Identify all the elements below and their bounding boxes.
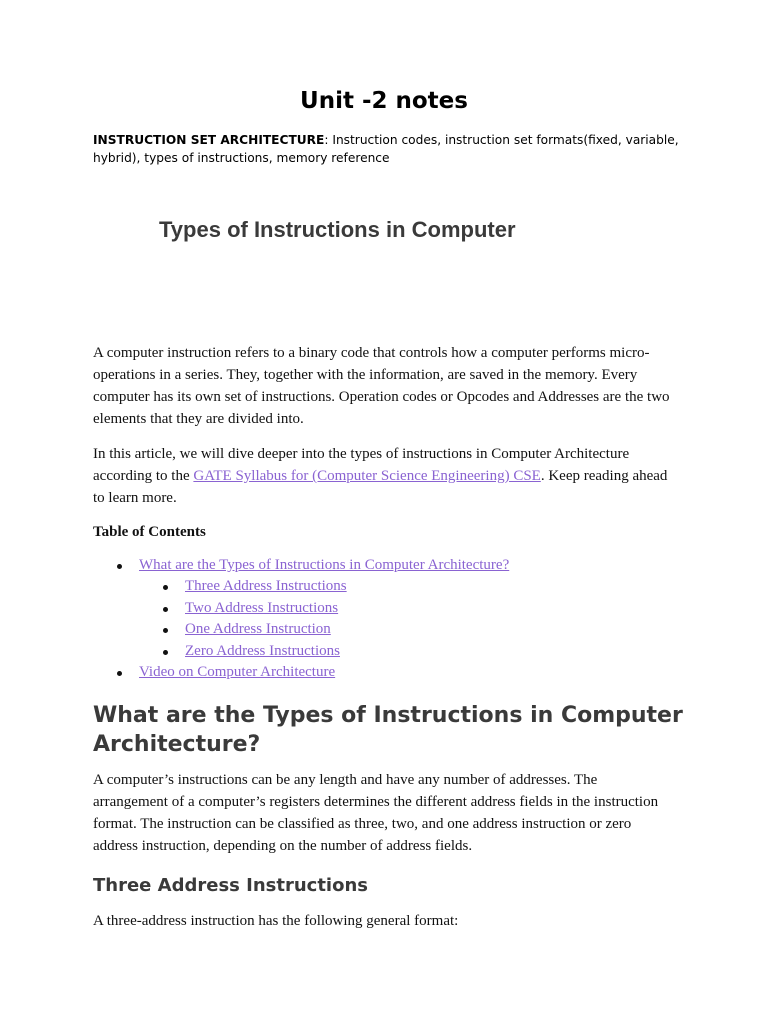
toc-link-video[interactable]: Video on Computer Architecture (139, 664, 336, 681)
syllabus-label: INSTRUCTION SET ARCHITECTURE (93, 133, 325, 147)
toc-item (139, 555, 509, 662)
toc-sublist (139, 576, 509, 662)
toc-subitem (185, 641, 509, 662)
article-scope-paragraph (93, 443, 675, 509)
gate-syllabus-link[interactable]: GATE Syllabus for (Computer Science Engineering) CSE (193, 468, 541, 484)
document-title: Unit -2 notes (300, 88, 468, 114)
toc-subitem (185, 619, 509, 640)
syllabus-text: : Instruction codes, instruction set formats(fixed, variable, hybrid), types of instructions, memory reference (93, 133, 679, 165)
toc-link-types-of-instructions[interactable]: What are the Types of Instructions in Computer Architecture? (139, 557, 510, 573)
table-of-contents (93, 555, 509, 683)
section-heading: What are the Types of Instructions in Computer Architecture? (93, 703, 683, 757)
toc-link-zero-address[interactable]: Zero Address Instructions (185, 642, 340, 659)
subsection-heading: Three Address Instructions (93, 875, 368, 896)
article-title: Types of Instructions in Computer (159, 217, 516, 242)
toc-link-one-address[interactable]: One Address Instruction (185, 621, 331, 638)
section-paragraph: A computer’s instructions can be any length and have any number of addresses. The arrangement of a computer’s registers determines the different address fields in the instruction format. The instruction can be classified as three, two, and one address instruction or zero address instruction, depending on the number of address fields. (93, 772, 659, 854)
toc-subitem (185, 598, 509, 619)
scope-text-before: In this article, we will dive deeper into the types of instructions in Computer Architecture according to the (93, 446, 630, 484)
toc-subitem (185, 576, 509, 597)
syllabus-line (93, 131, 683, 167)
toc-item (139, 662, 509, 683)
toc-link-three-address[interactable]: Three Address Instructions (185, 578, 347, 595)
toc-heading: Table of Contents (93, 524, 206, 540)
scope-text-after: . Keep reading ahead to learn more. (93, 468, 668, 506)
toc-link-two-address[interactable]: Two Address Instructions (185, 599, 339, 616)
subsection-paragraph: A three-address instruction has the following general format: (93, 913, 459, 929)
intro-paragraph: A computer instruction refers to a binary code that controls how a computer performs micro-operations in a series. They, together with the information, are saved in the memory. Every computer has its own set of instructions. Operation codes or Opcodes and Addresses are the two elements that they are divided into. (93, 345, 670, 427)
